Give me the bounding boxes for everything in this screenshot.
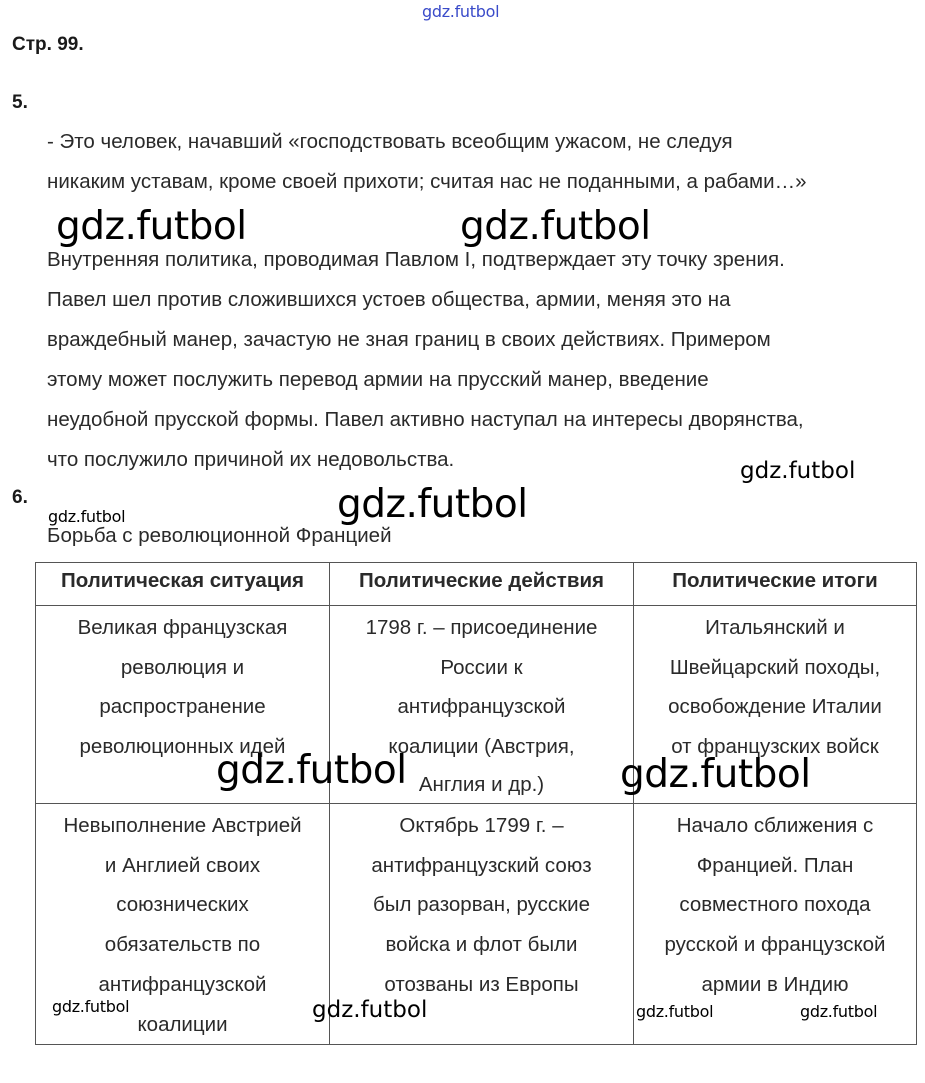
table-caption: Борьба с революционной Францией — [47, 524, 392, 547]
cell-line: Англия и др.) — [418, 772, 545, 796]
cell-line: распространение — [99, 695, 266, 719]
cell-line: революция и — [120, 655, 245, 679]
answer-line: Павел шел против сложившихся устоев общества, армии, меняя это на — [47, 288, 731, 311]
cell-line: Великая французская — [77, 616, 288, 639]
cell-line: Начало сближения с — [676, 814, 874, 837]
header-situation: Политическая ситуация — [36, 563, 330, 606]
cell-line: обязательств по — [104, 933, 261, 957]
cell-line: России к — [440, 655, 523, 679]
cell-line: Итальянский и — [705, 616, 845, 639]
cell-line: от французских войск — [671, 735, 879, 759]
watermark-large-2: gdz.futbol — [460, 204, 651, 249]
watermark-large-3: gdz.futbol — [337, 482, 528, 527]
cell-line: был разорван, русские — [373, 893, 590, 917]
cell-line: коалиции (Австрия, — [388, 735, 575, 759]
cell-line: антифранцузской — [397, 695, 566, 719]
watermark-small-1: gdz.futbol — [48, 507, 126, 526]
quote-line: - Это человек, начавший «господствовать всеобщим ужасом, не следуя — [47, 130, 733, 153]
answer-line: что послужило причиной их недовольства. — [47, 448, 455, 471]
watermark-large-1: gdz.futbol — [56, 204, 247, 249]
cell-line: освобождение Италии — [668, 695, 882, 719]
watermark-small-3: gdz.futbol — [636, 1002, 714, 1021]
cell-line: революционных идей — [79, 735, 286, 759]
cell-line: коалиции — [137, 1012, 228, 1036]
cell-line: совместного похода — [679, 893, 871, 917]
watermark-large-4: gdz.futbol — [216, 748, 407, 793]
cell-line: русской и французской — [664, 933, 886, 957]
page-label: Стр. 99. — [12, 34, 84, 55]
comparison-table — [35, 562, 917, 1045]
cell-line: 1798 г. – присоединение — [365, 616, 598, 639]
watermark-large-5: gdz.futbol — [620, 752, 811, 797]
cell-line: Невыполнение Австрией — [63, 814, 302, 837]
quote-line: никаким уставам, кроме своей прихоти; считая нас не поданными, а рабами…» — [47, 170, 807, 193]
cell-line: Октябрь 1799 г. – — [399, 814, 564, 837]
table-row — [36, 804, 917, 1045]
answer-line: этому может послужить перевод армии на прусский манер, введение — [47, 368, 709, 391]
answer-line: Внутренняя политика, проводимая Павлом I, подтверждает эту точку зрения. — [47, 248, 785, 271]
cell-line: армии в Индию — [701, 972, 849, 996]
watermark-medium-2: gdz.futbol — [312, 997, 428, 1023]
table-header-row — [36, 563, 917, 606]
cell-line: антифранцузский союз — [371, 853, 592, 877]
header-actions: Политические действия — [330, 563, 634, 606]
task-5-answer — [47, 240, 907, 480]
watermark-medium-1: gdz.futbol — [740, 458, 856, 484]
task-6-number: 6. — [12, 487, 28, 508]
task-5-quote — [47, 122, 907, 202]
header-results: Политические итоги — [634, 563, 917, 606]
watermark-small-2: gdz.futbol — [52, 997, 130, 1016]
cell-line: союзнических — [116, 893, 249, 917]
cell-line: Швейцарский походы, — [669, 655, 881, 679]
cell-line: отозваны из Европы — [384, 972, 579, 996]
cell-line: антифранцузской — [98, 972, 267, 996]
cell-line: войска и флот были — [385, 933, 578, 957]
answer-line: враждебный манер, зачастую не зная границ в своих действиях. Примером — [47, 328, 771, 351]
cell-line: и Англией своих — [104, 853, 261, 877]
answer-line: неудобной прусской формы. Павел активно наступал на интересы дворянства, — [47, 408, 804, 431]
watermark-small-4: gdz.futbol — [800, 1002, 878, 1021]
task-5-number: 5. — [12, 92, 28, 113]
watermark-top: gdz.futbol — [422, 2, 500, 21]
cell-line: Францией. План — [696, 853, 854, 877]
